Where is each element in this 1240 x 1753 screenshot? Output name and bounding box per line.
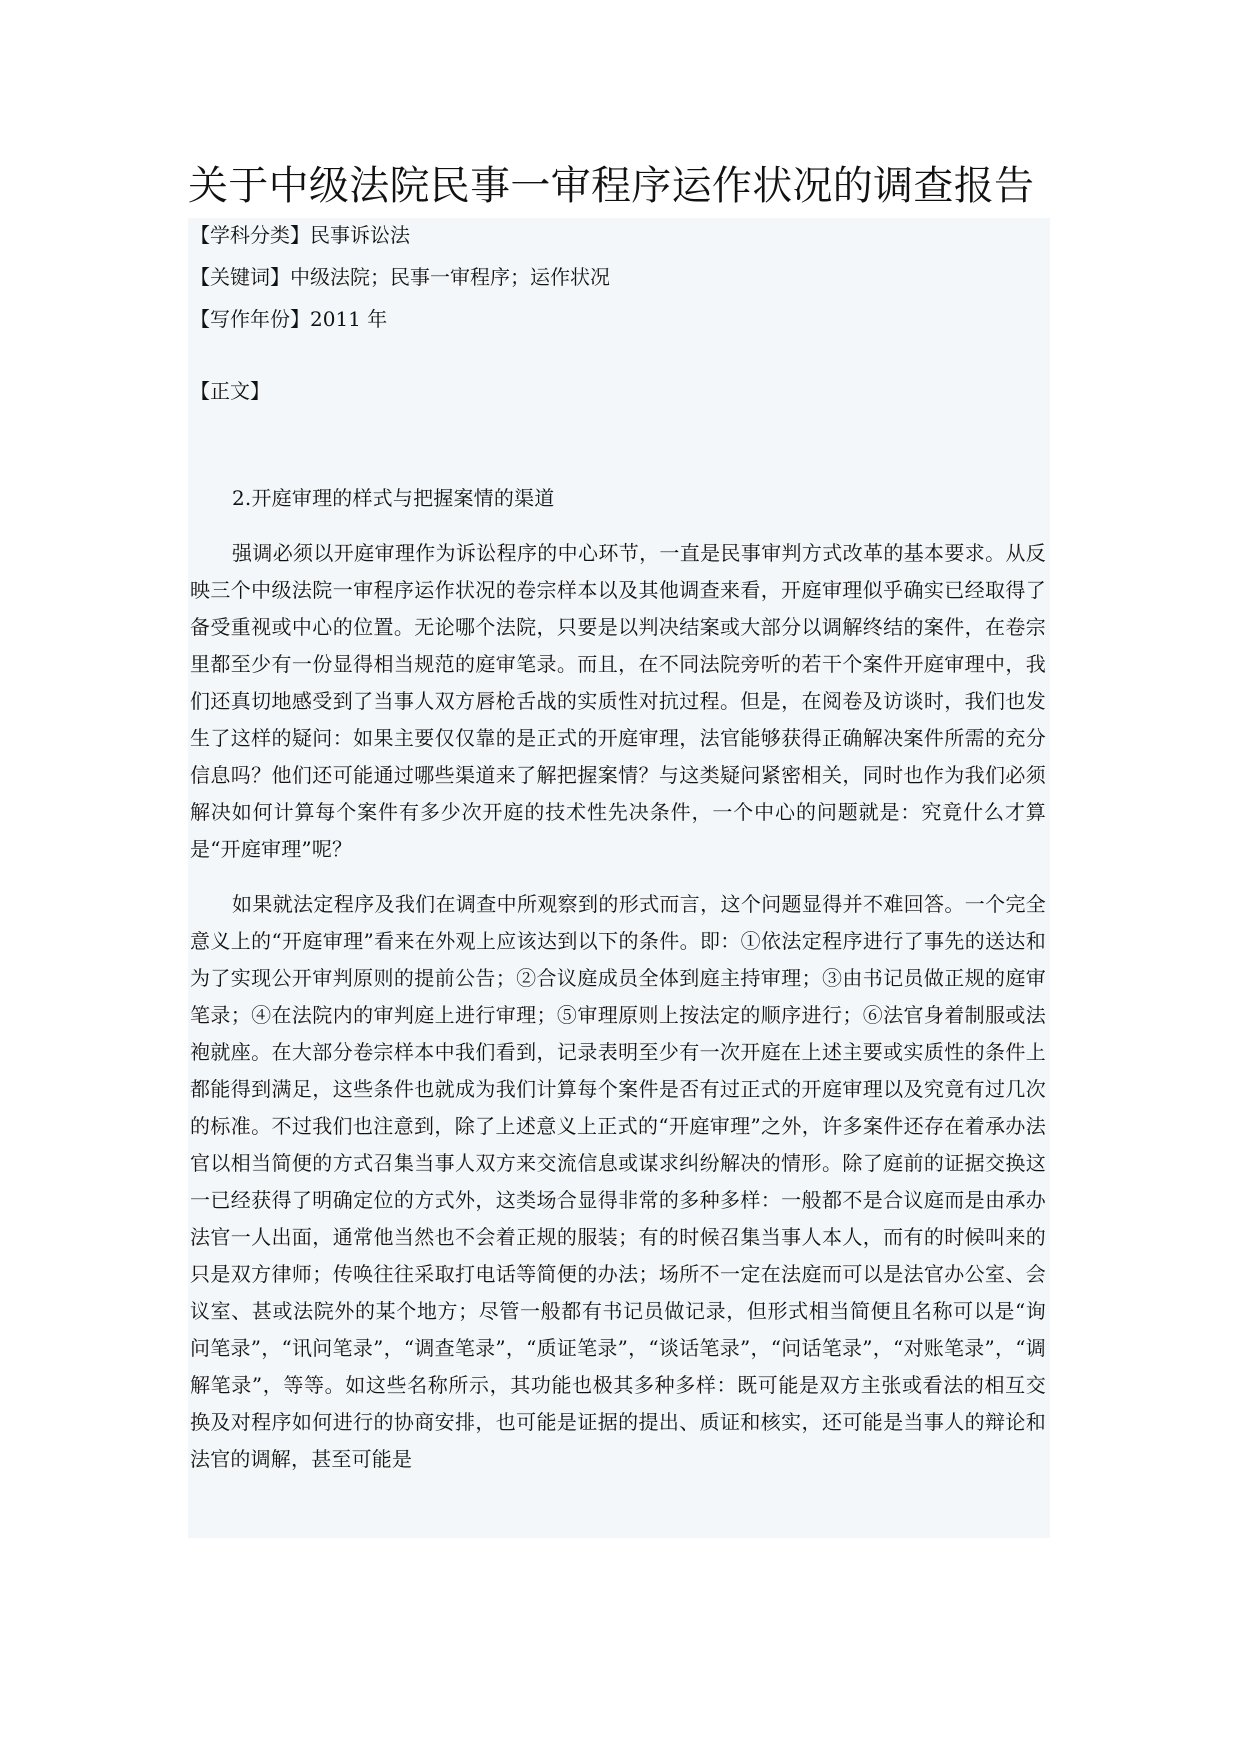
subject-line — [190, 220, 410, 250]
article-body — [188, 218, 1050, 1538]
body-section-label: 【正文】 — [190, 379, 270, 403]
paragraph: 如果就法定程序及我们在调查中所观察到的形式而言，这个问题显得并不难回答。一个完全意义上的“开庭审理”看来在外观上应该达到以下的条件。即：①依法定程序进行了事先的送达和为了实现公开审判原则的提前公告；②合议庭成员全体到庭主持审理；③由书记员做正规的庭审笔录；④在法院内的审判庭上进行审理；⑤审理原则上按法定的顺序进行；⑥法官身着制服或法袍就座。在大部分卷宗样本中我们看到，记录表明至少有一次开庭在上述主要或实质性的条件上都能得到满足，这些条件也就成为我们计算每个案件是否有过正式的开庭审理以及究竟有过几次的标准。不过我们也注意到，除了上述意义上正式的“开庭审理”之外，许多案件还存在着承办法官以相当简便的方式召集当事人双方来交流信息或谋求纠纷解决的情形。除了庭前的证据交换这一已经获得了明确定位的方式外，这类场合显得非常的多种多样：一般都不是合议庭而是由承办法官一人出面，通常他当然也不会着正规的服装；有的时候召集当事人本人，而有的时候叫来的只是双方律师；传唤往往采取打电话等简便的办法；场所不一定在法庭而可以是法官办公室、会议室、甚或法院外的某个地方；尽管一般都有书记员做记录，但形式相当简便且名称可以是“询问笔录”，“讯问笔录”，“调查笔录”，“质证笔录”，“谈话笔录”，“问话笔录”，“对账笔录”，“调解笔录”，等等。如这些名称所示，其功能也极其多种多样：既可能是双方主张或看法的相互交换及对程序如何进行的协商安排，也可能是证据的提出、质证和核实，还可能是当事人的辩论和法官的调解，甚至可能是 — [190, 892, 1046, 1471]
document-title: 关于中级法院民事一审程序运作状况的调查报告 — [188, 163, 1035, 209]
section-heading: 2.开庭审理的样式与把握案情的渠道 — [232, 486, 555, 510]
keywords-value: 中级法院；民事一审程序；运作状况 — [290, 265, 610, 289]
year-line — [190, 304, 387, 334]
subject-label: 【学科分类】 — [190, 223, 310, 247]
keywords-label: 【关键词】 — [190, 265, 290, 289]
keywords-line — [190, 262, 610, 292]
year-label: 【写作年份】 — [190, 307, 310, 331]
paragraph: 强调必须以开庭审理作为诉讼程序的中心环节，一直是民事审判方式改革的基本要求。从反映三个中级法院一审程序运作状况的卷宗样本以及其他调查来看，开庭审理似乎确实已经取得了备受重视或中心的位置。无论哪个法院，只要是以判决结案或大部分以调解终结的案件，在卷宗里都至少有一份显得相当规范的庭审笔录。而且，在不同法院旁听的若干个案件开庭审理中，我们还真切地感受到了当事人双方唇枪舌战的实质性对抗过程。但是，在阅卷及访谈时，我们也发生了这样的疑问：如果主要仅仅靠的是正式的开庭审理，法官能够获得正确解决案件所需的充分信息吗？他们还可能通过哪些渠道来了解把握案情？与这类疑问紧密相关，同时也作为我们必须解决如何计算每个案件有多少次开庭的技术性先决条件，一个中心的问题就是：究竟什么才算是“开庭审理”呢？ — [190, 541, 1046, 861]
subject-value: 民事诉讼法 — [310, 223, 410, 247]
body-text — [190, 480, 1046, 1496]
year-value: 2011 年 — [310, 307, 388, 331]
